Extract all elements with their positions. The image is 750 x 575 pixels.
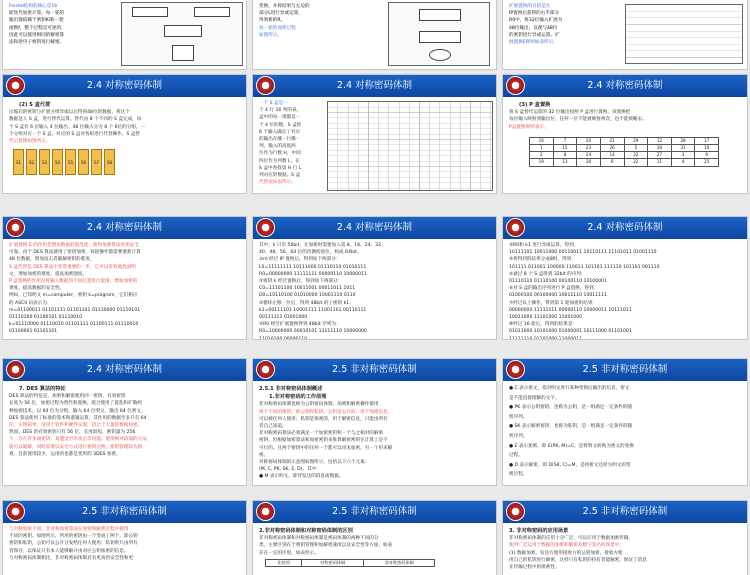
text-line: 个 4 行 16 列的表。 (259, 108, 302, 114)
slide-header (3, 75, 246, 97)
text-line: k1=00111101 10001111 11001101 00110111 (259, 307, 367, 313)
text-line: DES 算法的特征是，加密和解密使用同一密钥。有效密钥 (9, 394, 126, 400)
university-logo-icon (256, 502, 275, 521)
slide-example-result (502, 216, 748, 340)
text-line: 可靠。由于 DES 算法使用了密钥加密，每轮操作都需要重新计算 (9, 250, 141, 256)
slide-body (259, 527, 490, 572)
text-line: 01011000 10101000 01000001 10111000 01101001 (509, 329, 632, 335)
slide-asym-elements (502, 358, 748, 486)
text-line: D0=10110100 01010000 10001110 0110 (259, 293, 356, 299)
text-line: 输出都依赖于密钥Ki和一轮 (9, 18, 64, 24)
text-line: 扩展置换 E 的作用是增加数据的混乱度，使得加密算法更加安全 (9, 243, 139, 248)
text-line: 每一轮的加密过程 (259, 25, 296, 31)
slide-title: 2.4 对称密码体制 (86, 80, 163, 91)
university-logo-icon (506, 502, 525, 521)
section-subheading: 1.非对称密码的工作原理 (269, 394, 327, 401)
text-line: 因此可以使用相同的解密算 (9, 32, 65, 38)
text-line: 密。 (259, 452, 269, 458)
slide-example-cont (252, 216, 497, 340)
text-line: R0中，将32位输入扩展为 (509, 18, 563, 24)
table-cell: 对称密码体制 (302, 559, 364, 566)
text-line: 每位输入映射到输出位，任何一位不能被映射两次，也不能被略去。 (509, 117, 647, 123)
text-line: 压缩后的密钥与扩展分组异或以后得到48位的数据，将这个 (9, 110, 130, 116)
text-line: 使用广泛运用于数据的加密和解密及数字签名的场景中。 (509, 543, 624, 549)
text-line: 例如，已知明文 m=computer，密钥 k=program，它们相应 (9, 293, 138, 299)
text-line: 01000100 00100000 10011110 10011111 (509, 293, 607, 299)
diagram-box (164, 25, 202, 37)
slide-title: 2.4 对称密码体制 (336, 222, 413, 233)
text-line: 变换，并将结果与左边的 (259, 4, 310, 9)
text-line: 代替表如表所示。 (259, 180, 296, 186)
slide-asym-compare (252, 500, 497, 575)
text-line: 轮迭代加密计算，每一轮的 (9, 11, 65, 17)
diagram-box (429, 49, 451, 61)
section-heading: (2) S 盒代替 (19, 102, 51, 108)
university-logo-icon (506, 76, 525, 95)
text-line: 01110100 01100101 01110010 (9, 315, 83, 321)
slide-header (3, 501, 246, 523)
table-cell: 13 (553, 159, 577, 166)
text-line: 机序列。 (509, 433, 528, 439)
table-row (266, 559, 435, 566)
slide-title: 2.5 非对称密码体制 (332, 364, 417, 375)
section-heading: 2.非对称密码体制和对称密码体制的区别 (259, 528, 353, 534)
text-line: 可以被任何人使用；私钥是保密的，用于解密信息，只能由所有 (259, 416, 388, 422)
diagram-box (419, 9, 461, 21)
university-logo-icon (256, 76, 275, 95)
slide-header (503, 359, 747, 381)
text-line: R0=10000000 00010101 11111110 10000000 (259, 329, 367, 335)
top-right-text (509, 4, 621, 47)
slide-body (259, 101, 321, 190)
text-line: 难度，提高数据的安全性。 (9, 286, 65, 292)
text-line: 个 S 盒有 6 位输入 4 位输出。48 位输入分为 8 个 6位的分组，一 (9, 124, 146, 130)
slide-title: 2.4 对称密码体制 (587, 222, 663, 233)
slide-s-box (2, 74, 247, 194)
slide-title: 2.4 对称密码体制 (86, 364, 163, 375)
text-line: 存在一定的区别，如表所示。 (259, 550, 319, 556)
text-line: 列。输入的高低两 (259, 144, 296, 150)
text-line: 类，主要区别在于密钥管理和加解密速度以及安全性等方面，如表 (259, 543, 393, 549)
slide-s-box-table (252, 74, 497, 194)
slide-header (253, 501, 496, 523)
slide-top-mid (252, 0, 497, 70)
table-cell: 15 (553, 145, 577, 152)
table-row (530, 137, 719, 144)
text-line: 法和逆序子密钥进行解密。 (9, 40, 65, 46)
slide-example (2, 216, 247, 340)
slide-body (259, 243, 490, 340)
table-cell: 11 (648, 159, 672, 166)
slide-body (259, 385, 490, 482)
text-line: 密钥，但根据加密算法和加密密钥来推算解密密钥在计算上是不 (259, 438, 388, 444)
text-line: 长度为 56 位，加密过程为替代和置换。混合使用了置乱和扩散两 (9, 401, 142, 407)
table-cell: 32 (624, 152, 648, 159)
table-row (530, 159, 719, 166)
text-line: 代示意图如图所示。 (9, 139, 51, 145)
slide-asym-overview (252, 358, 497, 486)
text-line: 列对应的数据。S 盒 (259, 173, 301, 179)
slide-body (509, 101, 741, 190)
table-cell: 7 (553, 137, 577, 144)
s-box: S2 (26, 149, 37, 175)
diagram-box (172, 45, 194, 61)
table-cell: 12 (648, 137, 672, 144)
slide-title: 2.4 对称密码体制 (86, 222, 163, 233)
text-line: 10011000 11101000 11001000 (509, 315, 583, 321)
text-line: ● PK 表示公钥密钥，也称为公钥，是一组满足一定条件的随 (509, 405, 632, 411)
slide-header (3, 217, 246, 239)
slide-title: 2.4 对称密码体制 (336, 80, 413, 91)
table-cell: 17 (695, 137, 719, 144)
university-logo-icon (256, 360, 275, 379)
round-diagram (388, 2, 490, 66)
table-cell: 8 (553, 152, 577, 159)
text-line: Feistel结构的核心是16 (9, 4, 58, 9)
text-line: 非对称密码体制也称为公钥密码体制，加密和解密操作使用 (259, 402, 379, 408)
text-line: 101111 011001 100000 110011 101101 111110 101101 001110 (509, 264, 660, 270)
table-cell: 16 (530, 137, 554, 144)
s-box-substitution-table (327, 101, 493, 191)
university-logo-icon (6, 76, 25, 95)
table-cell: 19 (530, 159, 554, 166)
slide-title: 2.5 非对称密码体制 (332, 506, 417, 517)
top-left-text (9, 4, 117, 47)
slide-body (9, 101, 240, 190)
text-line: 种加密技术，以 64 位为分组，输入 64 位明文，输出 64 位密文。 (9, 408, 146, 414)
text-line: ⑦经过以上操作，得到第 1 轮加密的结果： (509, 300, 598, 306)
text-line: (M, C, PK, SK, E, D)。其中： (259, 467, 321, 473)
text-line: 与对称加密不同，非对称加密算法在加密和解密过程中使用 (9, 527, 129, 532)
slide-body (9, 243, 240, 336)
text-line: 文，增加加密的难度，提高加密强度。 (9, 271, 88, 277)
university-logo-icon (506, 218, 525, 237)
s-box-diagram (13, 149, 240, 175)
text-line: ⑧经过 16 轮后，得到的结果是： (509, 322, 578, 328)
text-line: 01100001 01101101 (9, 329, 58, 335)
slide-title: 2.5 非对称密码体制 (582, 506, 668, 517)
text-line: 如图所示。 (259, 32, 282, 38)
diagram-box (194, 7, 230, 17)
text-line: 6 个输入确定了对应 (259, 129, 301, 135)
text-line: 部分L进行异或运算， (259, 11, 303, 17)
diagram-box (132, 7, 168, 17)
text-line: ● D 表示解密，即 D(SK, C)=M，是将密文还原为明文的变 (509, 462, 631, 468)
section-heading: 7. DES 算法的特征 (19, 386, 66, 392)
slide-top-right (502, 0, 748, 70)
top-mid-text (259, 4, 369, 40)
slide-title: 2.4 对称密码体制 (587, 80, 663, 91)
text-line: 机序列。 (509, 414, 528, 420)
table-cell: 4 (671, 159, 695, 166)
text-line: 00111111 01001000 (259, 315, 308, 321)
slide-p-box (502, 74, 748, 194)
text-line: ⑤通过 8 个 S 盒得到 32bit 的序列： (509, 271, 586, 277)
table-cell: 非对称密码体制 (364, 559, 435, 566)
slide-header (503, 501, 747, 523)
text-line: ● C 表示密文，指对明文进行某种变换后输出的信息，密文 (509, 386, 630, 391)
text-line: 非对称密码算法必须满足一个加密密钥和一个与之相对的解密 (259, 431, 384, 437)
section-heading: 2.5.1 非对称密码体制概述 (259, 386, 323, 392)
comparison-table (265, 559, 435, 567)
text-line: P 盒置换的作用是将输入数据的不同位置进行混淆，增加加密的 (9, 279, 138, 285)
university-logo-icon (6, 218, 25, 237)
text-line: m=01100011 01101111 01101101 01110000 01110101 (9, 307, 141, 313)
text-line: ④R0 经过扩展置换得到 48bit 序列为： (259, 322, 341, 328)
table-cell: 9 (695, 152, 719, 159)
text-line: 一个 S 盒是一 (259, 101, 288, 106)
text-line: 者保存，以保证只有本人能够解开由对应公钥加密的信息。 (9, 548, 129, 554)
text-line: 48位输出，以便与48位 (509, 25, 558, 31)
text-line: 48 位数据，增加攻击者破解密钥的难度。 (9, 257, 95, 263)
text-line: 不同的密钥。如图所示，所用的密钥由一个变成了两个，即公钥 (9, 534, 138, 540)
text-line: 其中，k 只有 56bit，在加密时需要加入第 8、16、24、32、 (259, 243, 386, 248)
text-line: 个分组对应一个 S 盒，对应的 S 盒对各组进行代替操作。S 盒替 (9, 131, 140, 137)
text-line: ④将得到的结果分成8组，得到： (509, 257, 576, 263)
text-line: 11010100 00000110 (259, 336, 308, 340)
text-line: 个，存在许多弱密钥、易遭受穷举攻击等问题。使用相对较弱的方法 (9, 437, 147, 443)
text-line: ● M 表示明文，即待发送的消息或数据。 (259, 474, 344, 480)
table-cell: 29 (624, 137, 648, 144)
text-line: 将 S 盒替代运算的 32 位输出按照 P 盒进行置换。该置换把 (509, 110, 631, 116)
university-logo-icon (506, 360, 525, 379)
text-line: 非对称密码体制和对称密码体制是密码体制的两种不同的分 (259, 536, 379, 542)
text-line: 就可以破解，同时需要以安全方式进行密钥交换，密钥管理较为困 (9, 444, 143, 450)
slide-body (9, 385, 240, 482)
text-line: 函数f，整个过程是可逆的， (9, 25, 66, 31)
text-line: R0=00000000 11111111 00000110 10000011 (259, 271, 367, 277)
text-line: ②密钥 k 经过置换后，得到如下两部分： (259, 279, 343, 285)
text-line: 个 4 位的数。S 盒的 (259, 122, 302, 128)
text-line: 两个不同的密钥，即公钥和私钥，公钥是公开的，用于加密信息， (259, 409, 393, 415)
text-line: ③R0和 k1 进行异或运算，得到： (509, 243, 579, 248)
text-line: 数据送人 S 盒，进行替代运算。替代由 8 个不同的 S 盒完成，每 (9, 117, 142, 123)
text-line: 四位作为列数 L，在 (259, 158, 300, 164)
text-line: 换过程。 (509, 472, 528, 478)
text-line: DES 算法使用了标准的算术和逻辑运算，其作用的数据至多只有 64 (9, 415, 147, 421)
slide-title: 2.5 非对称密码体制 (582, 364, 668, 375)
text-line: 01110110 01110100 00100110 10100001 (509, 279, 607, 285)
text-line: ● E 表示加密，即 E(PK, M)=C，是将明文转换为密文的变换 (509, 443, 634, 449)
text-line: 与对称密码体制相比，非对称密码体制具有更高的安全性和更 (9, 555, 134, 561)
text-line: S 盒代替是 DES 算法中非常重要的一步，它可以有效地混淆明 (9, 264, 136, 270)
table-cell: 24 (577, 152, 601, 159)
s-box: S8 (104, 149, 115, 175)
text-line: 盒中的每一项都是一 (259, 115, 301, 121)
table-cell: 23 (577, 145, 601, 152)
slide-header (253, 359, 496, 381)
table-cell: 1 (530, 145, 554, 152)
table-cell: 26 (600, 145, 624, 152)
s-box: S4 (52, 149, 63, 175)
university-logo-icon (6, 360, 25, 379)
slide-header (3, 359, 246, 381)
text-line: 过程。 (509, 453, 523, 459)
expansion-table (625, 4, 743, 64)
text-line: 的输出在哪一行哪一 (259, 137, 301, 143)
section-heading: 3. 非对称密码的应用场景 (509, 528, 569, 534)
slide-top-left (2, 0, 247, 70)
s-box: S3 (39, 149, 50, 175)
text-line: 是不能直接理解的文字。 (509, 395, 560, 401)
text-line: 对称密码体制的示意图如图所示，包括以下六个元素： (259, 460, 370, 466)
text-line: 位。实现简单，适用于软件和硬件实现，适合于大量的数据加密。 (9, 423, 143, 429)
table-cell: 比较项 (266, 559, 302, 566)
section-heading: (3) P 盒置换 (519, 102, 551, 108)
table-cell: 6 (600, 159, 624, 166)
table-cell: 31 (671, 145, 695, 152)
table-cell: 25 (695, 159, 719, 166)
s-box: S5 (65, 149, 76, 175)
slide-header (503, 217, 747, 239)
text-line: ⑥对 S 盒的输出序列进行 P 盒置换，得到： (509, 286, 599, 292)
slide-title: 2.5 非对称密码体制 (82, 506, 167, 517)
table-cell: 20 (577, 137, 601, 144)
text-line: 40、48、56、64 位的奇偶校验位，构成 64bit。 (259, 250, 362, 256)
slide-header (253, 217, 496, 239)
text-line: ①m 经过 IP 置换后，得到如下两部分： (259, 257, 341, 263)
text-line: 密钥和私钥，公钥可以公开分发给任何人使用；私钥则只由所有 (9, 541, 138, 547)
table-cell: 18 (648, 145, 672, 152)
text-line: 可行的。且两个密钥中的任何一个都可以用来加密，另一个用来解 (259, 445, 393, 451)
university-logo-icon (6, 502, 25, 521)
text-line: 10111101 10011000 00110011 10110111 11101011 01001110 (509, 250, 657, 256)
text-line: 在传输过程中的保密性。 (509, 565, 560, 571)
table-cell: 14 (600, 152, 624, 159)
text-line: 的密钥进行异或运算。扩 (509, 32, 560, 38)
slide-body (509, 243, 741, 340)
table-cell: 21 (600, 137, 624, 144)
text-line: 00000000 11111111 00000110 10000011 10111011 (509, 307, 632, 313)
text-line: ③循环左移一位后，得到 48bit 的子密钥 k1： (259, 300, 354, 306)
table-cell: 27 (648, 152, 672, 159)
text-line: 然而，DES 的有效密钥只有 56 位，长度较短，密钥量为 256 (9, 430, 136, 436)
text-line: 展置换E规则如表所示。 (509, 40, 558, 46)
slide-body (509, 385, 741, 482)
slide-asym-keys (2, 500, 247, 575)
text-line: S 盒中查找第 H 行 L (259, 165, 302, 171)
text-line: 得到新的R。 (259, 18, 286, 24)
text-line: (1) 数据加密。发送方使用接收方的公钥加密，接收方使 (509, 550, 623, 556)
table-row (530, 152, 719, 159)
feistel-diagram (121, 2, 243, 66)
text-line: 者自己知道。 (259, 424, 287, 430)
text-line: P盒置换规则表示。 (509, 124, 549, 130)
university-logo-icon (256, 218, 275, 237)
text-line: 位作为行数 H，中间 (259, 151, 301, 157)
table-cell: 22 (624, 159, 648, 166)
s-box: S6 (78, 149, 89, 175)
table-cell: 28 (671, 137, 695, 144)
table-row (530, 145, 719, 152)
text-line: 11111110 01101000 11000011 (509, 336, 583, 340)
slide-des-features (2, 358, 247, 486)
table-cell: 10 (695, 145, 719, 152)
slide-header (253, 75, 496, 97)
slide-header (503, 75, 747, 97)
p-box-table (529, 137, 719, 167)
diagram-box (419, 31, 461, 43)
slide-asym-apps (502, 500, 748, 575)
text-line: IP置换后获得的右半部分 (509, 11, 560, 17)
slide-body (509, 527, 741, 572)
text-line: 扩展置换的目的是在 (509, 4, 551, 9)
text-line: k=01110000 01110010 01101111 01100111 01110010 (9, 322, 139, 328)
text-line: 难。目前使用较少，运用的也都是变形的 3DES 加密。 (9, 451, 121, 457)
s-box: S1 (13, 149, 24, 175)
table-cell: 2 (530, 152, 554, 159)
text-line: C0=11101100 10011001 00011011 1011 (259, 286, 356, 292)
text-line: L0=11111111 10111000 01110110 01010111 (259, 264, 367, 270)
table-cell: 3 (671, 152, 695, 159)
text-line: 用自己的私钥进行解密，这样只有私钥的持有者能解密，保证了消息 (509, 557, 647, 563)
text-line: 的 ASCII 码表示为： (9, 300, 52, 306)
s-box: S7 (91, 149, 102, 175)
text-line: 非对称密码体制的应用十分广泛，可以应用于数据加密传输、 (509, 536, 634, 542)
text-line: ● SK 表示解密密钥，也称为私钥，是一组满足一定条件的随 (509, 424, 633, 430)
slide-body (9, 527, 240, 572)
table-cell: 5 (624, 145, 648, 152)
table-cell: 30 (577, 159, 601, 166)
